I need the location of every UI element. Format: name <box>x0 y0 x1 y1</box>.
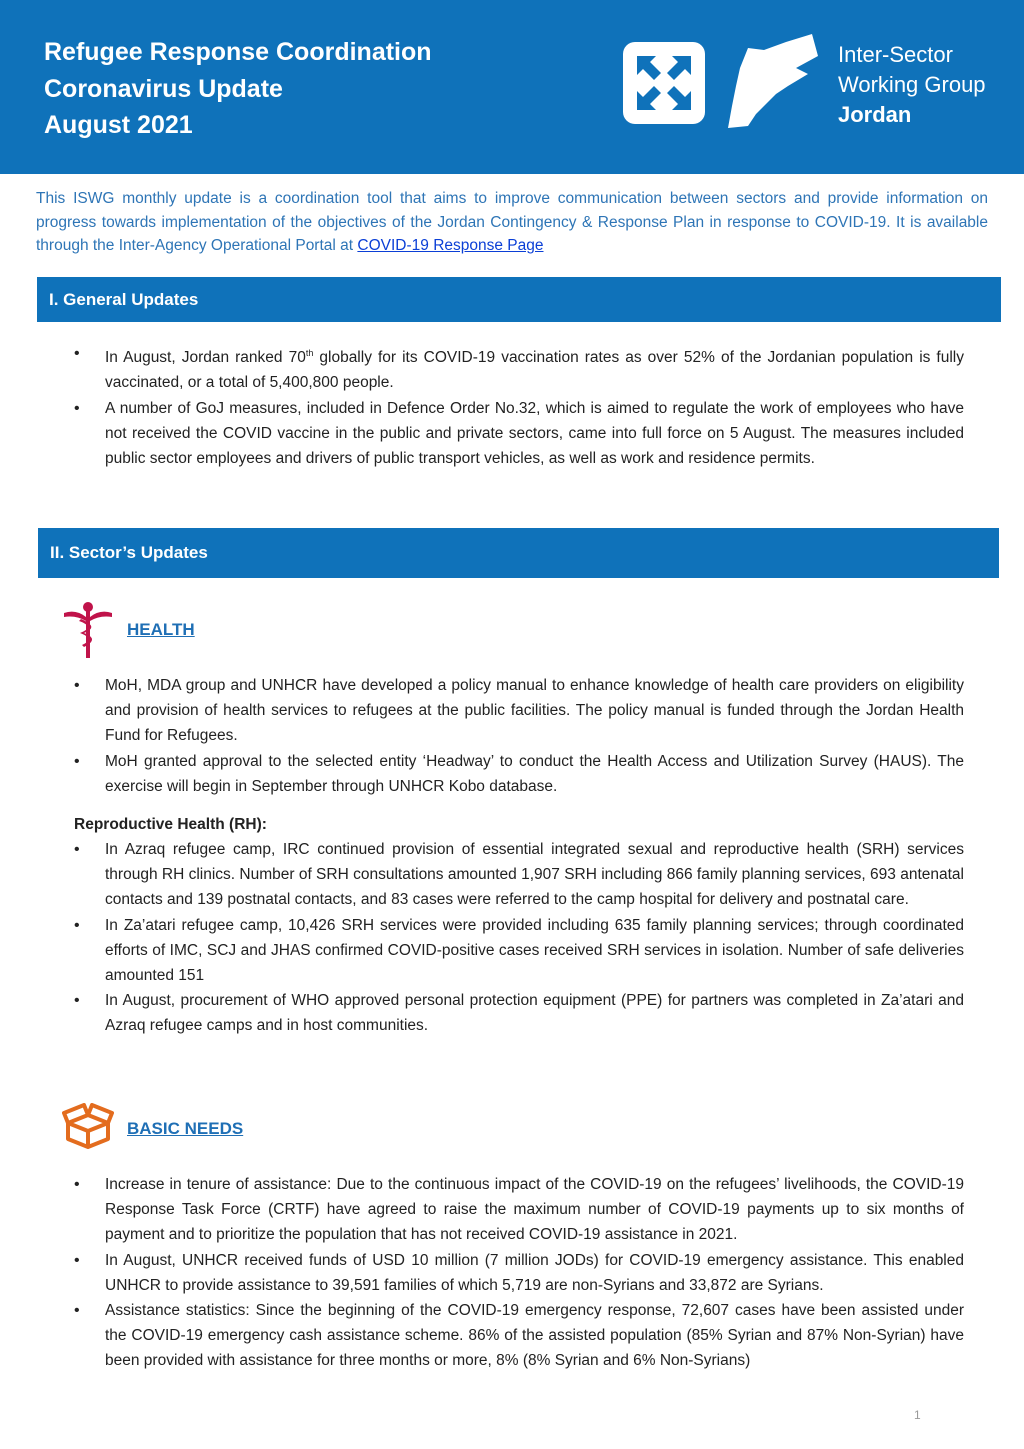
reproductive-health-heading: Reproductive Health (RH): <box>74 816 267 833</box>
bullet-superscript: th <box>305 348 314 358</box>
bullet-text: globally for its COVID-19 vaccination rates as over 52% of the Jordanian population is fully vaccinated, or a total of 5,400,800 people. <box>105 349 964 392</box>
title-line-3: August 2021 <box>44 111 193 139</box>
general-updates-header <box>37 277 1001 322</box>
basic-needs-list <box>74 1172 964 1374</box>
header-banner <box>0 0 1024 174</box>
bullet-text: A number of GoJ measures, included in Defence Order No.32, which is aimed to regulate the work of employees who have not received the COVID vaccine in the public and private sectors, came into full force on 5 August. The measures included public sector employees and drivers of public transport vehicles, as well as work and residence permits. <box>105 399 964 467</box>
general-updates-title: I. General Updates <box>49 289 199 309</box>
iswg-line-2: Working Group <box>838 72 986 97</box>
iswg-label <box>838 40 986 130</box>
iswg-line-3: Jordan <box>838 102 912 127</box>
list-item <box>74 396 964 472</box>
sector-updates-header <box>38 528 999 578</box>
bullet-text: In August, Jordan ranked 70 <box>105 349 306 367</box>
list-item: • In Azraq refugee camp, IRC continued provision of essential integrated sexual and reproductive health (SRH) services through RH clinics. Number of SRH consultations amounted 1,907 SRH including 866 family planning services, 693 antenatal contacts and 139 postnatal contacts, and 83 cases were referred to the camp hospital for delivery and postnatal care. <box>74 837 964 913</box>
box-icon <box>62 1103 114 1154</box>
title-line-2: Coronavirus Update <box>44 74 283 103</box>
health-sector-link[interactable]: HEALTH <box>127 619 195 639</box>
list-item <box>74 341 964 396</box>
health-updates-list <box>74 673 964 799</box>
basic-needs-sector-link[interactable]: BASIC NEEDS <box>127 1118 244 1138</box>
list-item: • Increase in tenure of assistance: Due to the continuous impact of the COVID-19 on the refugees’ livelihoods, the COVID-19 Response Task Force (CRTF) have agreed to raise the maximum number of COVID-19 payments up to six months of payment and to prioritize the population that has not received COVID-19 assistance in 2021. <box>74 1172 964 1248</box>
sector-updates-title: II. Sector’s Updates <box>50 543 208 562</box>
list-item: • In Za’atari refugee camp, 10,426 SRH services were provided including 635 family planning services; through coordinated efforts of IMC, SCJ and JHAS confirmed COVID-positive cases received SRH services in isolation. Number of safe deliveries amounted 151 <box>74 913 964 989</box>
title-line-1: Refugee Response Coordination <box>44 38 432 66</box>
list-item: • MoH granted approval to the selected entity ‘Headway’ to conduct the Health Access and Utilization Survey (HAUS). The exercise will begin in September through UNHCR Kobo database. <box>74 749 964 799</box>
jordan-map-icon <box>726 34 826 135</box>
list-item: • In August, procurement of WHO approved personal protection equipment (PPE) for partners was completed in Za’atari and Azraq refugee camps and in host communities. <box>74 988 964 1038</box>
list-item: • MoH, MDA group and UNHCR have developed a policy manual to enhance knowledge of health care providers on eligibility and provision of health services to refugees at the public facilities. The policy manual is funded through the Jordan Health Fund for Refugees. <box>74 673 964 749</box>
list-item: • In August, UNHCR received funds of USD 10 million (7 million JODs) for COVID-19 emergency assistance. This enabled UNHCR to provide assistance to 39,591 families of which 5,719 are non-Syrians and 33,872 are Syrians. <box>74 1248 964 1298</box>
page-number: 1 <box>914 1408 921 1422</box>
intro-text: This ISWG monthly update is a coordination tool that aims to improve communication between sectors and provide information on progress towards implementation of the objectives of the Jordan Contingency & Response Plan in response to COVID-19. It is available through the Inter-Agency Operational Portal at <box>36 190 988 254</box>
intro-paragraph <box>36 187 988 258</box>
list-item: • Assistance statistics: Since the beginning of the COVID-19 emergency response, 72,607 cases have been assisted under the COVID-19 emergency cash assistance scheme. 86% of the assisted population (85% Syrian and 87% Non-Syrian) have been provided with assistance for three months or more, 8% (8% Syrian and 6% Non-Syrians) <box>74 1298 964 1374</box>
basic-needs-sector-head <box>62 1103 243 1154</box>
general-updates-list <box>74 341 964 471</box>
health-sector-head <box>62 601 195 664</box>
caduceus-icon <box>62 601 114 664</box>
report-title <box>44 34 432 144</box>
reproductive-health-list <box>74 837 964 1039</box>
arrows-converging-icon <box>623 42 705 124</box>
covid-response-page-link[interactable]: COVID-19 Response Page <box>357 237 544 254</box>
iswg-line-1: Inter-Sector <box>838 42 953 67</box>
